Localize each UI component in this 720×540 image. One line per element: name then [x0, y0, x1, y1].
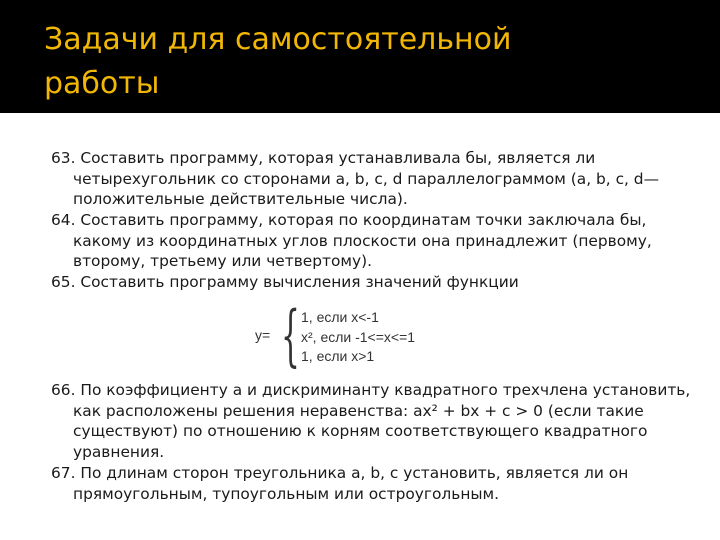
title-band — [0, 0, 720, 113]
task-63: 63. Составить программу, которая устанавливала бы, является ли четырехугольник со сторонами a, b, c, d параллелограммом (a, b, c, d— положительные действительные числа). — [51, 149, 659, 208]
task-66: 66. По коэффициенту a и дискриминанту квадратного трехчлена установить, как расположены решения неравенства: ax² + bx + c > 0 (если такие существуют) по отношению к корням соответствующего квадратного уравнения. — [51, 381, 691, 461]
task-64: 64. Составить программу, которая по координатам точки заключала бы, какому из координатных углов плоскости она принадлежит (первому, второму, третьему или четвертому). — [51, 211, 652, 270]
task-67: 67. По длинам сторон треугольника a, b, c установить, является ли он прямоугольным, тупоугольным или остроугольным. — [51, 464, 629, 503]
title-line-1: Задачи для самостоятельной — [44, 22, 512, 57]
formula-case-3: 1, если x>1 — [301, 348, 375, 364]
formula-case-1: 1, если x<-1 — [301, 309, 379, 325]
slide-content — [0, 113, 720, 540]
formula-case-2: x², если -1<=x<=1 — [301, 329, 416, 345]
task-65: 65. Составить программу вычисления значений функции — [51, 273, 519, 291]
title-line-2: работы — [44, 66, 160, 101]
formula-lhs: y= — [255, 327, 271, 343]
slide-title — [44, 18, 684, 106]
formula-brace: { — [281, 297, 300, 374]
piecewise-formula — [255, 297, 465, 374]
